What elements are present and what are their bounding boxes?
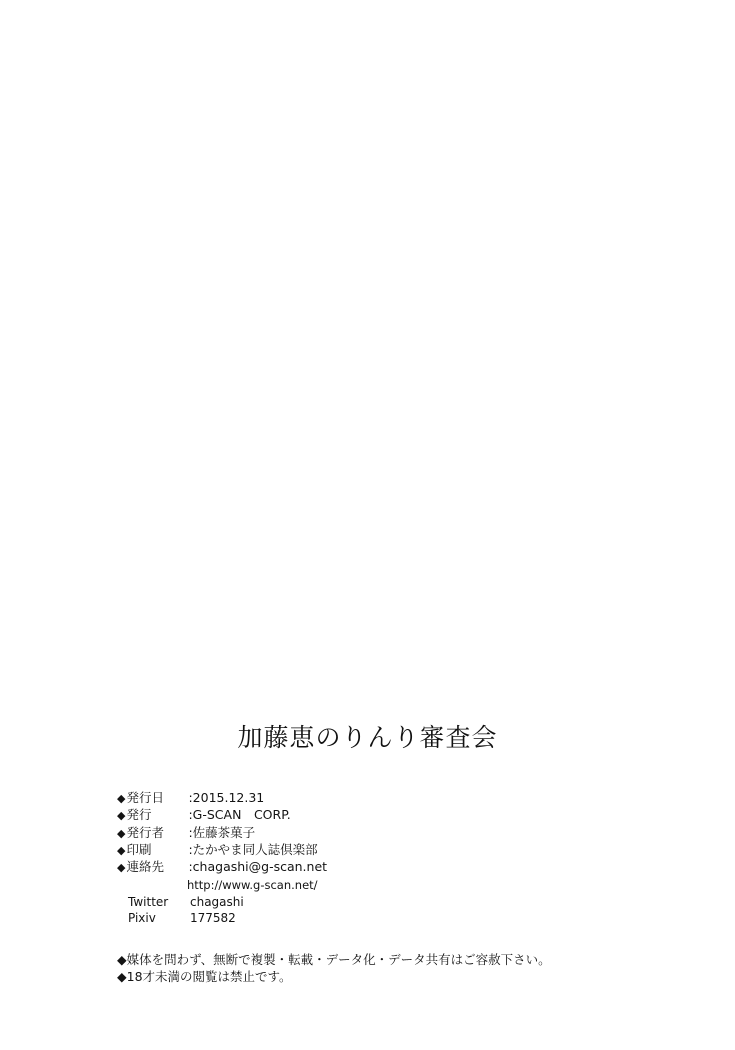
- info-value-publication-date: :2015.12.31: [188, 790, 265, 805]
- info-label-publisher: 発行: [126, 807, 152, 823]
- diamond-bullet-icon: ◆: [117, 809, 126, 823]
- notice-row-redistribution: [117, 951, 735, 968]
- diamond-bullet-icon: ◆: [117, 843, 126, 857]
- notice-list: [117, 951, 735, 985]
- info-label-printer: 印刷: [126, 841, 152, 857]
- social-row-pixiv: [117, 910, 735, 926]
- info-label-publication-date: 発行日: [126, 790, 164, 805]
- info-label-contact: 連絡先: [126, 859, 164, 875]
- diamond-bullet-icon: ◆: [117, 792, 126, 805]
- info-row-contact: [117, 859, 735, 876]
- diamond-bullet-icon: ◆: [117, 826, 126, 840]
- social-value-twitter: chagashi: [190, 894, 244, 909]
- info-value-printer: :たかやま同人誌倶楽部: [188, 841, 318, 857]
- diamond-bullet-icon: ◆: [117, 861, 126, 875]
- diamond-bullet-icon: ◆: [117, 969, 127, 985]
- notice-row-age-restriction: [117, 968, 735, 985]
- info-label-author: 発行者: [126, 824, 164, 840]
- info-row-publisher: [117, 807, 735, 824]
- social-label-pixiv: Pixiv: [128, 911, 156, 926]
- website-url[interactable]: http://www.g-scan.net/: [187, 878, 318, 893]
- page-title: 加藤恵のりんり審査会: [237, 723, 498, 752]
- publication-info-list: [117, 790, 735, 926]
- diamond-bullet-icon: ◆: [117, 952, 127, 968]
- notice-text-redistribution: 媒体を問わず、無断で複製・転載・データ化・データ共有はご容赦下さい。: [126, 952, 551, 968]
- info-value-author: :佐藤茶菓子: [188, 824, 256, 840]
- colophon-section: [0, 718, 735, 985]
- info-row-printer: [117, 842, 735, 859]
- info-row-publication-date: [117, 790, 735, 807]
- info-value-contact-email: :chagashi@g-scan.net: [188, 859, 328, 875]
- social-value-pixiv: 177582: [190, 911, 236, 926]
- info-row-author: [117, 825, 735, 842]
- info-value-publisher: :G-SCAN CORP.: [188, 807, 291, 823]
- social-row-twitter: [117, 894, 735, 910]
- social-label-twitter: Twitter: [128, 894, 169, 909]
- notice-text-age-restriction: 18才未満の閲覧は禁止です。: [126, 969, 292, 985]
